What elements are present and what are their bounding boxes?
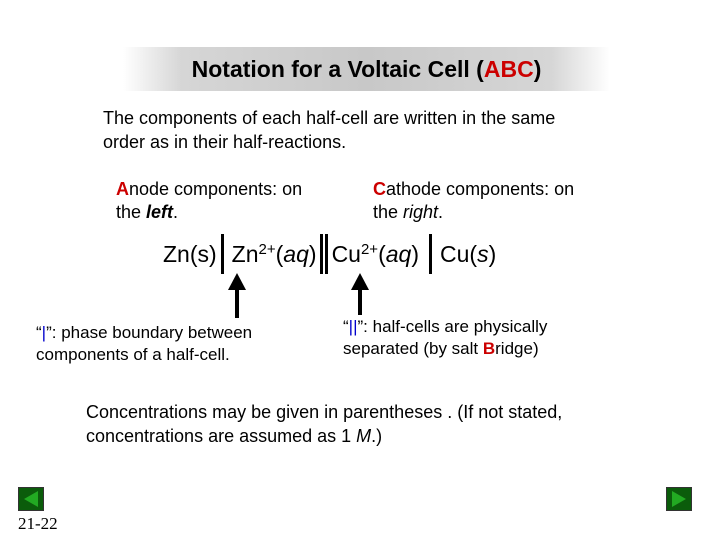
concentration-note: Concentrations may be given in parentheses . (If not stated, concentrations are assumed as 1 M.) — [86, 402, 563, 446]
triangle-left-icon — [19, 488, 43, 510]
intro-line-1: The components of each half-cell are written in the same — [103, 108, 556, 128]
phase-boundary-arrow — [228, 273, 246, 318]
slide-title: Notation for a Voltaic Cell (ABC) — [191, 56, 542, 82]
anode-label: Anode components: on the left. — [116, 179, 303, 222]
slide-number: 21-22 — [18, 514, 58, 533]
triangle-right-icon — [667, 488, 691, 510]
intro-line-2: order as in their half-reactions. — [103, 132, 347, 152]
phase-symbol: | — [41, 323, 47, 342]
cu-solid: Cu(s) — [440, 241, 497, 267]
zn-solid: Zn(s) — [163, 241, 217, 267]
next-slide-button[interactable] — [666, 487, 692, 511]
previous-slide-button[interactable] — [18, 487, 44, 511]
salt-bridge-note: “||”: half-cells are physically separated (by salt Bridge) — [343, 317, 548, 358]
phase-boundary-note: “|”: phase boundary between components of a half-cell. — [36, 323, 253, 364]
cu-ion: $Cu^{2+}(aq)$ — [331, 241, 420, 267]
bridge-symbol: || — [348, 317, 358, 336]
salt-bridge-arrow — [351, 273, 369, 315]
cathode-label: Cathode components: on the right. — [373, 179, 575, 222]
title-accent: ABC — [483, 56, 534, 82]
zn-ion: $Zn^{2+}(aq)$ — [231, 241, 317, 267]
